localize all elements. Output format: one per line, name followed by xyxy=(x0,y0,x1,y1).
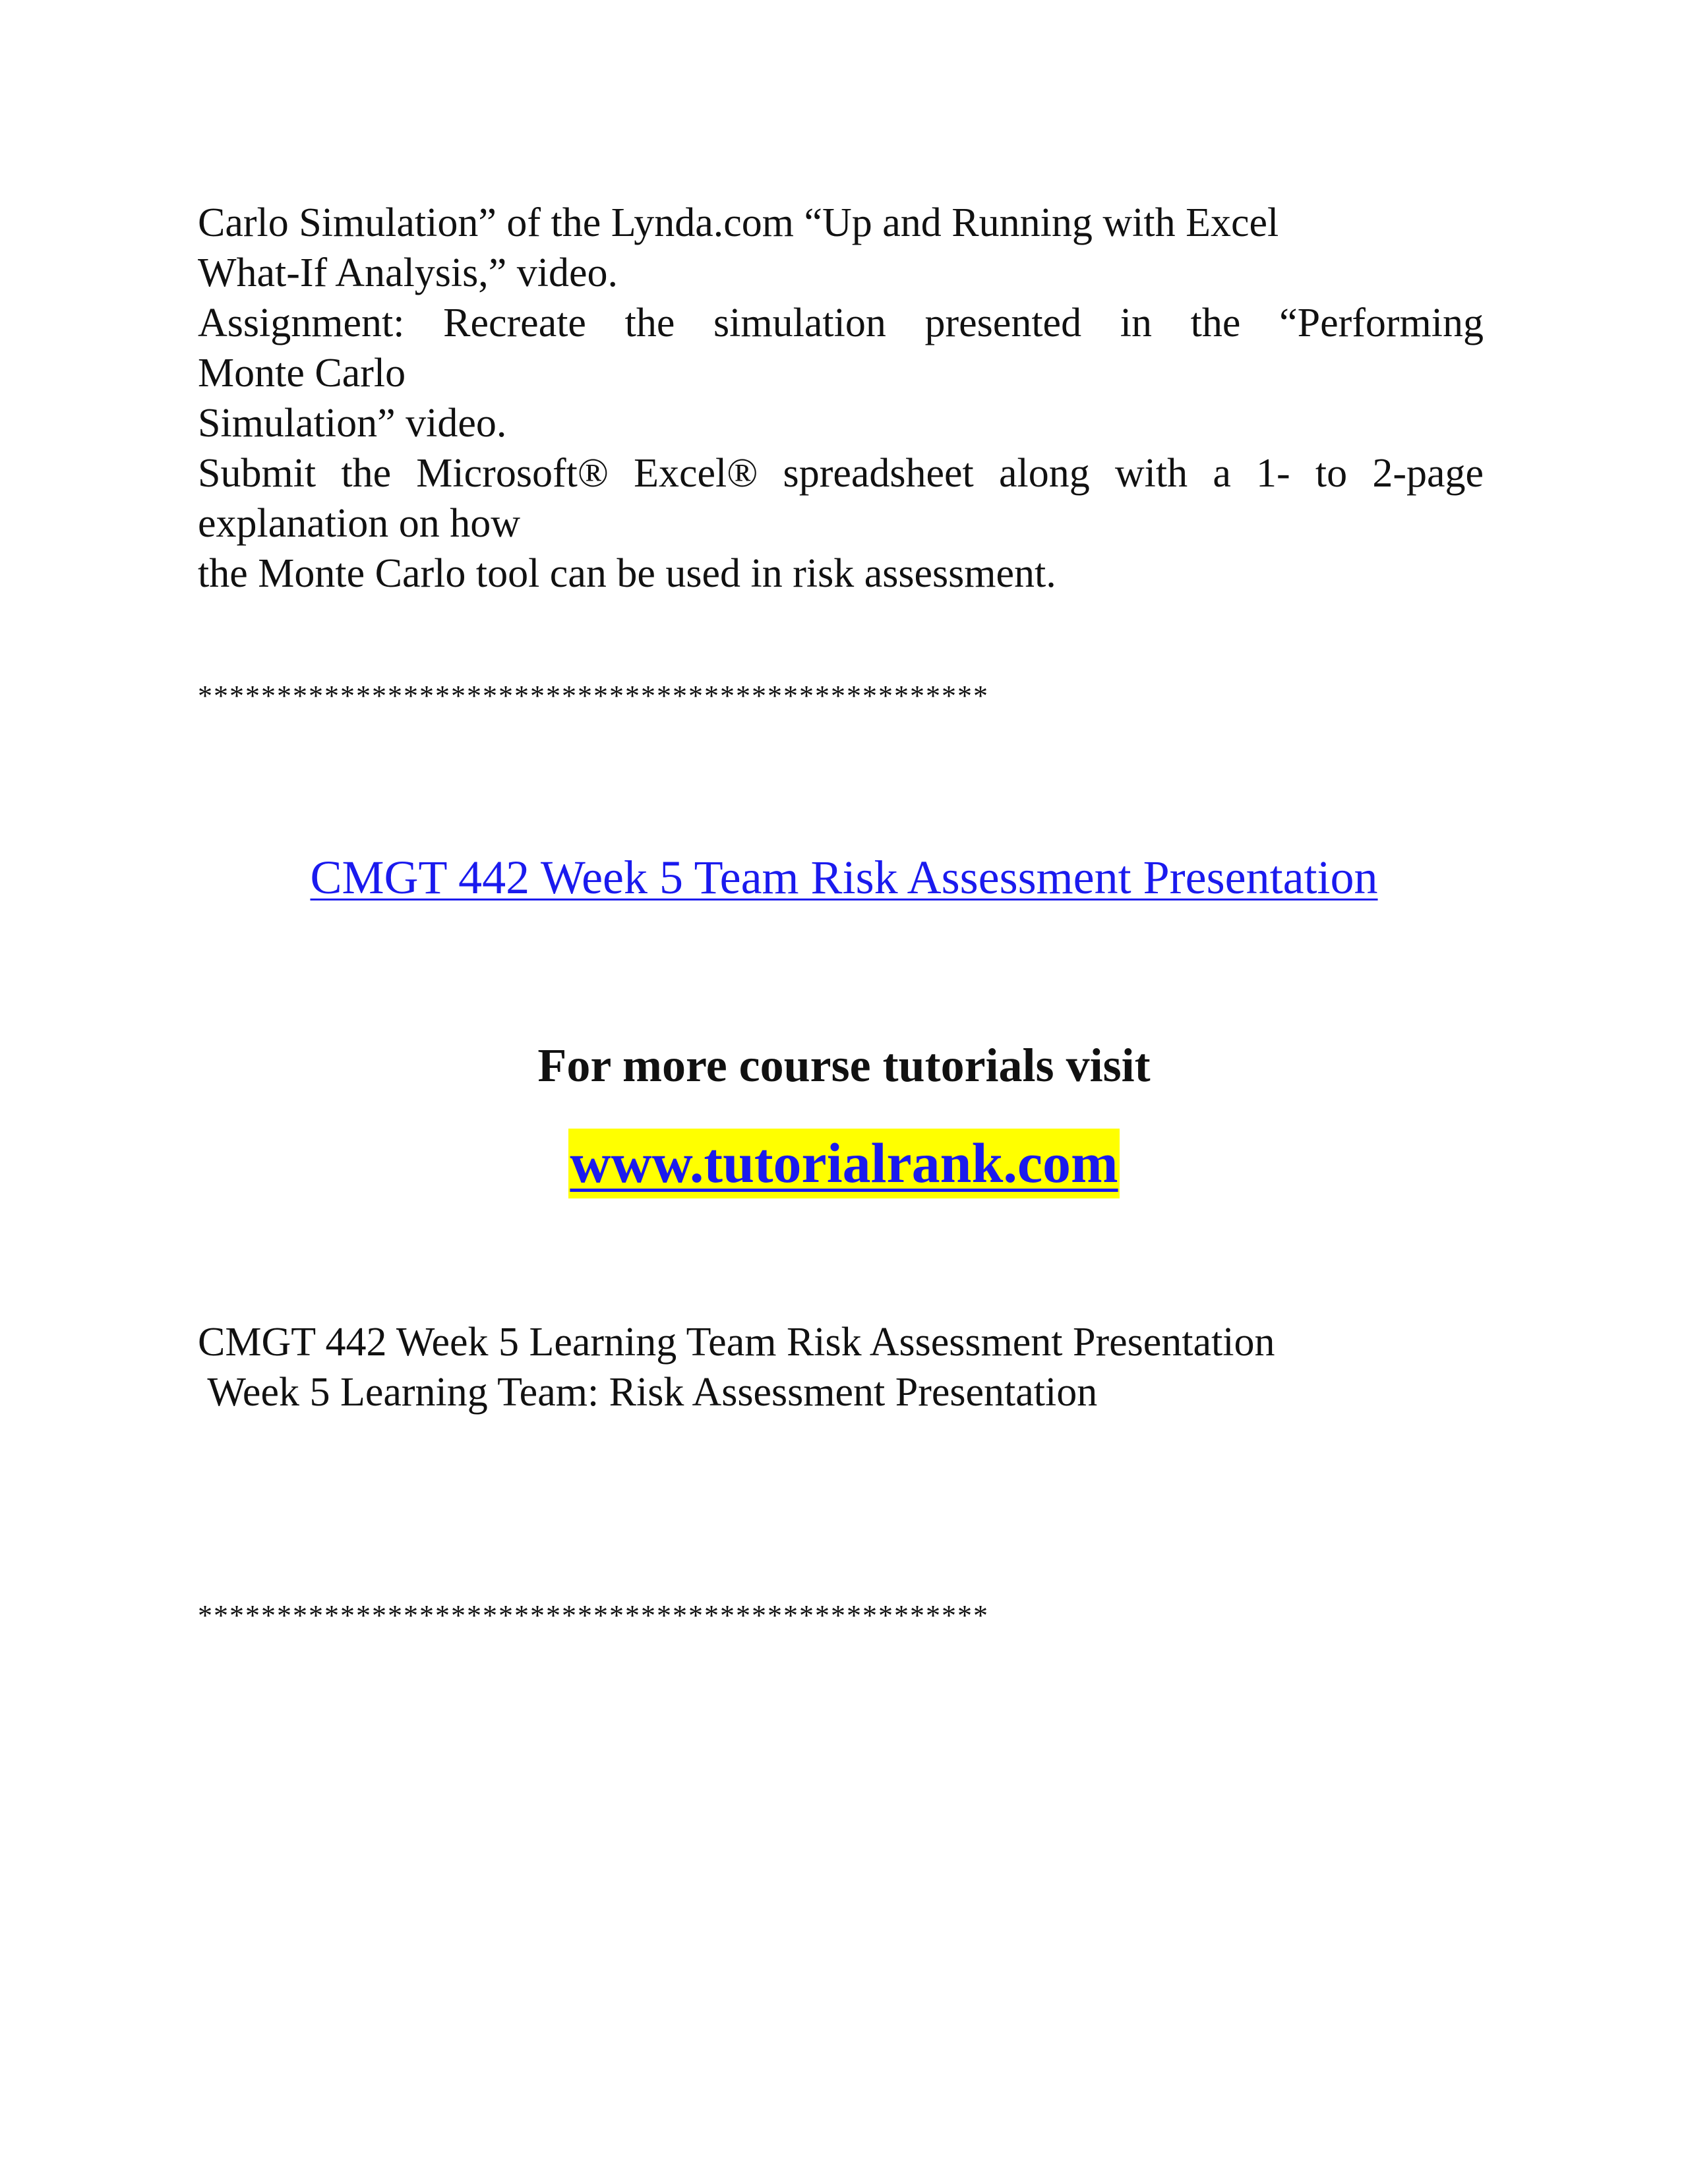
course-title-link[interactable]: CMGT 442 Week 5 Team Risk Assessment Presentation xyxy=(310,851,1378,904)
promo-heading: For more course tutorials visit xyxy=(537,1039,1151,1092)
intro-line-4: Monte Carlo xyxy=(198,351,406,396)
intro-line-8: the Monte Carlo tool can be used in risk assessment. xyxy=(198,551,1056,596)
separator-stars-bottom: ************************************************** xyxy=(198,1599,989,1632)
separator-stars-top: ************************************************** xyxy=(198,680,989,712)
intro-line-5: Simulation” video. xyxy=(198,401,507,446)
intro-line-7: explanation on how xyxy=(198,501,521,546)
intro-line-2: What-If Analysis,” video. xyxy=(198,251,618,295)
intro-line-6: Submit the Microsoft® Excel® spreadsheet along with a 1- to 2-page xyxy=(198,451,1484,496)
section-line-1: CMGT 442 Week 5 Learning Team Risk Assessment Presentation xyxy=(198,1320,1275,1365)
section-line-2: Week 5 Learning Team: Risk Assessment Presentation xyxy=(198,1370,1098,1415)
intro-line-3: Assignment: Recreate the simulation presented in the “Performing xyxy=(198,301,1484,345)
intro-line-1: Carlo Simulation” of the Lynda.com “Up and Running with Excel xyxy=(198,200,1279,245)
site-link-container xyxy=(0,1129,1688,1198)
tutorial-site-link[interactable]: www.tutorialrank.com xyxy=(568,1129,1119,1198)
